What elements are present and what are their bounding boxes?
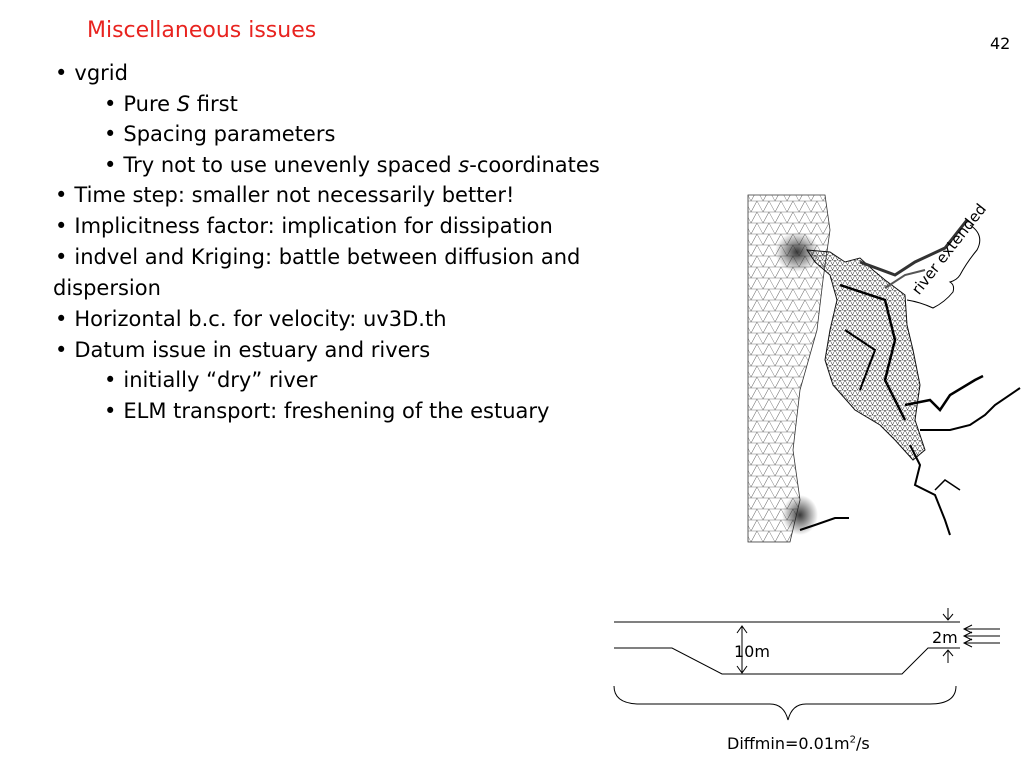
bullet-continuation-dispersion: dispersion xyxy=(53,276,161,300)
channel-bed-line xyxy=(614,648,960,674)
bullet-uneven-s-coordinates: • Try not to use unevenly spaced s-coordinates xyxy=(104,150,600,180)
bullet-spacing-parameters: • Spacing parameters xyxy=(104,119,335,149)
bullet-dot: • xyxy=(55,245,68,269)
depth-label: 10m xyxy=(734,642,770,661)
bullet-dot: • xyxy=(55,307,68,331)
estuary-mesh-figure xyxy=(745,190,1024,545)
page-number: 42 xyxy=(990,34,1011,53)
bullet-pure-s-first: • Pure S first xyxy=(104,89,238,119)
bullet-horizontal-bc: • Horizontal b.c. for velocity: uv3D.th xyxy=(55,304,447,334)
bullet-dot: • xyxy=(104,122,117,146)
bullet-dot: • xyxy=(104,153,117,177)
inflow-arrows xyxy=(964,625,1000,647)
river-extended-label: river extended xyxy=(908,200,990,299)
bullet-dot: • xyxy=(55,214,68,238)
diffmin-label: $Diffmin=0.01m^2/s$ xyxy=(727,734,870,753)
bullet-dot: • xyxy=(104,92,117,116)
bullet-vgrid: • vgrid xyxy=(55,58,128,88)
layer-label: 2m xyxy=(932,628,958,647)
bullet-time-step: • Time step: smaller not necessarily better! xyxy=(55,180,514,210)
bullet-datum-issue: • Datum issue in estuary and rivers xyxy=(55,335,430,365)
bullet-dot: • xyxy=(104,368,117,392)
bullet-implicitness: • Implicitness factor: implication for dissipation xyxy=(55,211,553,241)
estuary-mesh xyxy=(807,250,925,460)
slide-title: Miscellaneous issues xyxy=(87,18,317,43)
bullet-dot: • xyxy=(55,183,68,207)
bullet-elm-transport: • ELM transport: freshening of the estuary xyxy=(104,396,549,426)
bullet-indvel-kriging: • indvel and Kriging: battle between diffusion and xyxy=(55,242,580,272)
bullet-dot: • xyxy=(104,399,117,423)
bullet-dot: • xyxy=(55,338,68,362)
bullet-dry-river: • initially “dry” river xyxy=(104,365,317,395)
bullet-dot: • xyxy=(55,61,68,85)
width-brace xyxy=(614,686,956,720)
